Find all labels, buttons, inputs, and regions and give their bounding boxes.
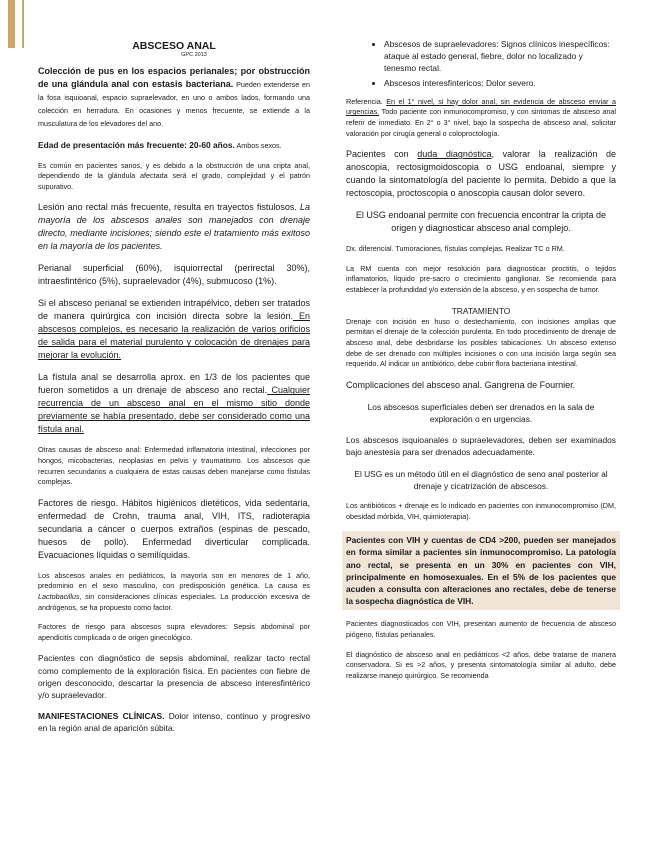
abscess-type-list	[346, 38, 616, 89]
doubt-lead: Pacientes con	[346, 149, 418, 160]
definition-lead: Colección de pus en los espacios perianales; por obstrucción de una glándula anal con estasis bacteriana.	[38, 66, 310, 89]
classification-paragraph: Perianal superficial (60%), isquiorrectal (perirectal 30%), intraesfintérico (5%), supraelevador (4%), submucoso (1%).	[38, 263, 310, 287]
referral-detail: Todo paciente con inmunocompromiso, y con sintomas de absceso anal referir de inmediato. En 2° o 3° nivel, bajo la sospecha de absceso anal, solicitar valoración por cirugía general o coloproctología.	[346, 107, 616, 138]
intrapelvic-lead: Si el absceso perianal se extienden intrapélvico, deben ser tratados de manera quirúrgica con incisión directa sobre la lesión.	[38, 298, 310, 322]
supraelevator-risk-paragraph: Factores de riesgo para abscesos supra elevadores: Sepsis abdominal por apendicitis complicada o de origen ginecológico.	[38, 622, 310, 642]
accent-line	[22, 0, 24, 48]
pediatric-organism: Lactobacillus	[38, 591, 80, 601]
definition-detail: Pueden extenderse en la fosa isquioanal, espacio supraelevador, en uno o ambos lados, formando una colección en herradura. En ocasiones y menos frecuente, se extiende a la musculatura de los elevadores del ano.	[38, 80, 310, 128]
right-column	[346, 38, 616, 690]
etiology-paragraph: Es común en pacientes sanos, y es debido a la obstrucción de una cripta anal, dependiendo de la glándula afectada será el grado, complejidad y el patrón supurativo.	[38, 160, 310, 191]
lesion-paragraph	[38, 201, 310, 253]
referral-underlined: En el 1° nivel, si hay dolor anal, sin evidencia de absceso enviar a urgencias.	[346, 96, 616, 117]
age-detail: Ambos sexos.	[234, 141, 282, 150]
pediatric-lead: Los abscesos anales en pediátricos, la mayoría son en menores de 1 año, predominio en el sexo masculino, con predisposición genética. La causa es	[38, 570, 310, 591]
antibiotics-paragraph: Los antibióticos + drenaje es lo indicado en pacientes con inmunocompromiso (DM, obesidad mórbida, VIH, quimioterapia).	[346, 500, 616, 521]
differential-paragraph: Dx. diferencial. Tumoraciones, fístulas complejas. Realizar TC o RM.	[346, 244, 565, 254]
doubt-underlined: duda diagnóstica	[417, 149, 492, 160]
hiv-highlight-paragraph: Pacientes con VIH y cuentas de CD4 >200, pueden ser manejados en forma similar a pacientes sin inmunocompromiso. La patología ano rectal, se presenta en un 30% en pacientes con VIH, principalmente en homosexuales. En el 5% de los pacientes que acuden a consulta con alteraciones ano rectales, debe de tenerse la sospecha diagnóstica de VIH.	[342, 531, 620, 610]
hiv-diagnosed-paragraph: Pacientes diagnosticados con VIH, presentan aumento de frecuencia de absceso piógeno, fístulas perianales.	[346, 619, 616, 639]
ischioanal-paragraph: Los abscesos isquioanales o supraelevadores, deben ser examinados bajo anestesia para ser drenados adecuadamente.	[346, 435, 616, 458]
list-item: • Abscesos interesfintericos: Dolor severo.	[384, 77, 616, 89]
mri-paragraph: La RM cuenta con mejor resolución para diagnosticar proctitis, o tejidos inflamatorios, líquido pre-sacro o crecimiento ganglionar. Se recomienda para establecer la profundidad y/o extensión de la absceso, y en sospecha de tumor.	[346, 263, 616, 294]
left-column	[38, 40, 310, 744]
definition-paragraph	[38, 65, 310, 130]
age-lead: Edad de presentación más frecuente: 20-60 años.	[38, 140, 235, 150]
lesion-lead: Lesión ano rectal más frecuente, resulta en trayectos fistulosos.	[38, 202, 297, 213]
referral-lead: Referencia.	[346, 96, 387, 106]
fistula-lead: La fístula anal se desarrolla aprox. en 1/3 de los pacientes que fueron sometidos a un drenaje de absceso ano rectal.	[38, 372, 310, 396]
diagnostic-doubt-paragraph	[346, 148, 616, 200]
fistula-underlined: Cualquier recurrencia de un absceso anal en el mismo sitio donde previamente se había presentado, debe ser considerado como una fístula anal.	[38, 385, 310, 435]
clinical-detail: Dolor intenso, continuo y progresivo en la región anal de aparición súbita.	[38, 711, 310, 734]
clinical-paragraph	[38, 710, 310, 734]
treatment-heading: TRATAMIENTO	[451, 305, 511, 316]
accent-bar	[8, 0, 15, 48]
intrapelvic-paragraph	[38, 297, 310, 362]
lesion-italic: La mayoría de los abscesos anales son manejados con drenaje directo, mediante incisiones; siendo este el tratamiento más exitoso en la mayoría de los pacientes.	[38, 202, 310, 252]
pediatric-diagnosis-paragraph: El diagnóstico de absceso anal en pediátricos <2 años, debe tratarse de manera conservadora. Si es >2 años, y presenta sintomatología similar al adulto, debe realizarse manejo quirúrgico. Se recomienda	[346, 649, 616, 680]
document-title: ABSCESO ANAL	[132, 40, 216, 52]
usg-paragraph: El USG endoanal permite con frecuencia encontrar la cripta de origen y diagnosticar absceso anal complejo.	[355, 210, 607, 234]
sepsis-paragraph: Pacientes con diagnóstico de sepsis abdominal, realizar tacto rectal como complemento de la exploración física. En pacientes con fiebre de origen desconocido, descartar la presencia de absceso interesfintérico y/o supraelevador.	[38, 653, 310, 700]
document-subtitle: GPC 2013	[181, 52, 207, 58]
pediatric-paragraph	[38, 571, 310, 613]
treatment-paragraph: Drenaje con incisión en huso o destechamiento, con incisiones amplias que permitan el drenaje de la colección purulenta. En todo procedimiento de drenaje de absceso anal, debe desbridarse los posibles tabicaciones. Un absceso extenso debe de ser drenado con múltiples incisiones o con una incisión larga según sea requerido. Al indicar un antibiótico, debe cubrir flora bacteriana intestinal.	[346, 316, 616, 369]
intrapelvic-underlined: En abscesos complejos, es necesario la realización de varios orificios de salida para el material purulento y colocación de drenajes para mejorar la evolución.	[38, 311, 310, 361]
risk-factors-paragraph: Factores de riesgo. Hábitos higiénicos dietéticos, vida sedentaria, enfermedad de Crohn, trauma anal, VIH, ITS, radioterapia secundaria a cáncer o cuerpos extraños (espinas de pescado, huesos de pollo). Enfermedad diverticular complicada. Evacuaciones líquidas o semilíquidas.	[38, 497, 310, 560]
referral-paragraph	[346, 97, 616, 139]
pediatric-tail: , sin consideraciones clínicas especiales. La producción excesiva de andrógenos, se ha propuesto como factor.	[38, 591, 310, 612]
doubt-detail: , valorar la realización de anoscopia, rectosigmoidoscopia o USG endoanal, siempre y cuando la sintomatología del paciente lo permita. Debido a que la rectoscopia, proctoscopia o anoscopia causan dolor severo.	[346, 149, 616, 199]
clinical-heading: MANIFESTACIONES CLÍNICAS.	[38, 711, 165, 722]
superficial-paragraph: Los abscesos superficiales deben ser drenados en la sala de exploración o en urgencias.	[367, 401, 595, 424]
age-paragraph	[38, 139, 310, 152]
fistula-paragraph	[38, 371, 310, 436]
other-causes-paragraph: Otras causas de absceso anal: Enfermedad inflamatoria intestinal, infecciones por hongos, micobacterias, neoplasias en pelvis y traumatismo. Los abscesos que recurren secundarios a cualquiera de estas causas deben manejarse como fístulas complejas.	[38, 445, 310, 487]
complications-paragraph: Complicaciones del absceso anal. Gangrena de Fournier.	[346, 379, 576, 390]
usg-sinus-paragraph: El USG es un método útil en el diagnóstico de seno anal posterior al drenaje y cicatrización de abscesos.	[354, 468, 608, 491]
list-item: • Abscesos de supraelevadores: Signos clínicos inespecíficos: ataque al estado general, fiebre, dolor no localizado y tenesmo rectal.	[384, 38, 616, 75]
